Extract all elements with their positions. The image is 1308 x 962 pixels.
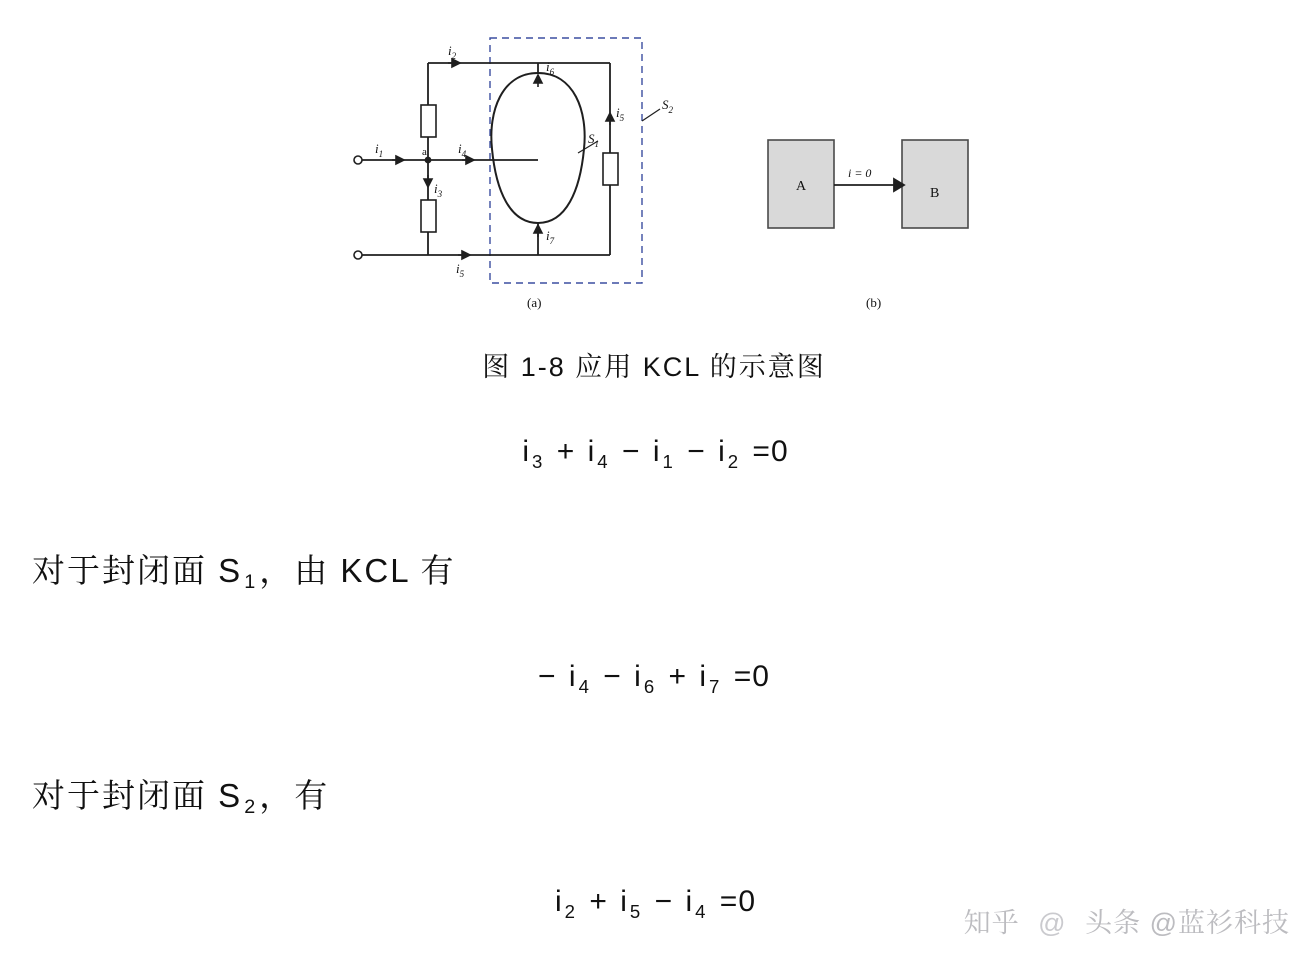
resistor-right bbox=[603, 153, 618, 185]
paragraph-s2-before: 对于封闭面 S bbox=[32, 777, 243, 814]
resistor-left-lower bbox=[421, 200, 436, 232]
circuit-diagram-svg bbox=[330, 25, 1030, 305]
figure-sublabel-b: (b) bbox=[866, 295, 882, 310]
eq2-term3: i $_7$ bbox=[699, 660, 721, 697]
eq1-op2: − bbox=[621, 435, 641, 468]
surface-s1-boundary bbox=[491, 73, 584, 223]
eq3-term3: i $_4$ bbox=[685, 885, 707, 922]
label-i3: $i_3$ bbox=[434, 181, 443, 199]
paragraph-s1 bbox=[32, 545, 456, 594]
label-s2: $S_2$ bbox=[662, 97, 673, 115]
eq2-op1: − bbox=[603, 660, 622, 693]
block-current-label: i = 0 bbox=[848, 166, 872, 180]
eq2-term2: i $_6$ bbox=[634, 660, 656, 697]
eq1-term3: i $_1$ bbox=[652, 435, 674, 472]
paragraph-s1-after: ，由 KCL 有 bbox=[259, 552, 456, 589]
label-i1: $i_1$ bbox=[375, 141, 384, 159]
paragraph-s1-before: 对于封闭面 S bbox=[32, 552, 243, 589]
eq1-term2: i $_4$ bbox=[587, 435, 609, 472]
eq2-tail: =0 bbox=[733, 660, 770, 693]
watermark-right: 头条 @蓝衫科技 bbox=[1085, 908, 1290, 938]
paragraph-s2 bbox=[32, 770, 329, 819]
figure-sublabel-a: (a) bbox=[527, 295, 542, 310]
eq3-term1: i $_2$ bbox=[554, 885, 576, 922]
block-b-label: B bbox=[930, 186, 940, 201]
eq3-op2: − bbox=[654, 885, 674, 918]
eq2-term1: i $_4$ bbox=[568, 660, 590, 697]
label-i7: $i_7$ bbox=[546, 228, 555, 246]
block-b bbox=[902, 140, 968, 228]
figure-caption: 图 1-8 应用 KCL 的示意图 bbox=[482, 352, 826, 382]
watermark bbox=[964, 901, 1290, 940]
label-i4: $i_4$ bbox=[458, 141, 467, 159]
eq1-op1: + bbox=[556, 435, 576, 468]
label-node-a: a bbox=[422, 146, 427, 158]
equation-1 bbox=[0, 435, 1308, 473]
eq2-op0: − bbox=[538, 660, 557, 693]
resistor-left-upper bbox=[421, 105, 436, 137]
eq1-tail: =0 bbox=[752, 435, 789, 468]
terminal-bottom-left bbox=[354, 251, 362, 259]
eq1-term1: i $_3$ bbox=[522, 435, 544, 472]
label-i2: $i_2$ bbox=[448, 43, 457, 61]
label-s1: $S_1$ bbox=[588, 131, 599, 149]
eq3-tail: =0 bbox=[719, 885, 757, 918]
label-i5: $i_5$ bbox=[456, 261, 465, 279]
paragraph-s2-sub: 2 bbox=[244, 795, 258, 818]
label-i8: $i_5$ bbox=[616, 105, 625, 123]
eq2-op2: + bbox=[668, 660, 688, 693]
equation-2 bbox=[0, 660, 1308, 698]
watermark-left: 知乎 bbox=[963, 908, 1020, 938]
eq1-op3: − bbox=[687, 435, 706, 468]
eq3-term2: i $_5$ bbox=[620, 885, 642, 922]
block-a-label: A bbox=[796, 179, 807, 194]
label-i6: $i_6$ bbox=[546, 59, 555, 77]
watermark-separator: @ bbox=[1038, 908, 1067, 938]
eq1-term4: i $_2$ bbox=[718, 435, 740, 472]
figure-1-8 bbox=[0, 10, 1308, 310]
paragraph-s2-after: ，有 bbox=[259, 777, 330, 814]
eq3-op1: + bbox=[589, 885, 608, 918]
terminal-top-left bbox=[354, 156, 362, 164]
block-connector-arrow bbox=[834, 179, 904, 191]
paragraph-s1-sub: 1 bbox=[244, 570, 258, 593]
